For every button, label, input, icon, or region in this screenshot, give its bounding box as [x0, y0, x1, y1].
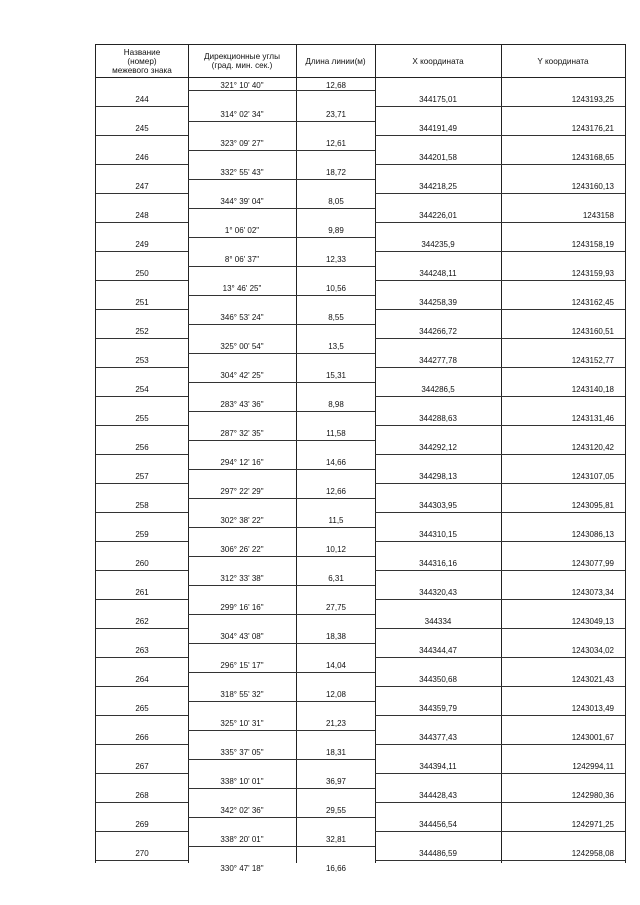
header-length-text: Длина линии(м)	[305, 56, 366, 66]
direction-angle-cell: 8° 06' 37"	[224, 255, 260, 264]
point-name-cell: 257	[135, 472, 149, 481]
line-length-cell: 11,58	[326, 429, 346, 438]
row-rule	[375, 280, 625, 281]
line-length-cell: 18,31	[325, 748, 347, 757]
row-rule	[296, 498, 375, 499]
row-rule	[375, 135, 625, 136]
row-rule	[96, 860, 188, 861]
point-name-cell: 259	[135, 530, 149, 539]
header-angle-line-2: (град. мин. сек.)	[211, 61, 273, 70]
row-rule	[96, 251, 188, 252]
point-name-cell: 244	[135, 95, 149, 104]
direction-angle-cell: 304° 43' 08"	[220, 632, 264, 641]
row-rule	[96, 831, 188, 832]
line-length-cell: 27,75	[325, 603, 347, 612]
x-coordinate-cell: 344359,79	[419, 704, 457, 713]
x-coordinate-cell: 344226,01	[419, 211, 457, 220]
direction-angle-cell: 335° 37' 05"	[220, 748, 264, 757]
x-coordinate-cell: 344344,47	[419, 646, 457, 655]
direction-angle-cell: 13° 46' 25"	[222, 284, 262, 293]
line-length-cell: 36,97	[325, 777, 347, 786]
row-rule	[96, 135, 188, 136]
point-name-cell: 261	[135, 588, 149, 597]
row-rule	[375, 802, 625, 803]
x-coordinate-cell: 344316,16	[419, 559, 457, 568]
direction-angle-cell: 306° 26' 22"	[220, 545, 264, 554]
header-line-length	[296, 45, 375, 77]
row-rule	[296, 440, 375, 441]
point-name-cell: 270	[135, 849, 149, 858]
line-length-cell: 11,5	[328, 516, 344, 525]
line-length-cell: 14,66	[325, 458, 347, 467]
row-rule	[375, 483, 625, 484]
row-rule	[96, 280, 188, 281]
x-coordinate-cell: 344286,5	[421, 385, 455, 394]
row-rule	[375, 425, 625, 426]
x-coordinate-cell: 344320,43	[419, 588, 457, 597]
row-rule	[188, 440, 296, 441]
row-rule	[96, 570, 188, 571]
x-coordinate-cell: 344350,68	[419, 675, 457, 684]
row-rule	[296, 179, 375, 180]
row-rule	[188, 701, 296, 702]
line-length-cell: 10,12	[325, 545, 347, 554]
boundary-points-table	[95, 44, 626, 873]
row-rule	[188, 266, 296, 267]
point-name-cell: 245	[135, 124, 149, 133]
row-rule	[188, 324, 296, 325]
line-length-cell: 12,33	[325, 255, 347, 264]
direction-angle-cell: 314° 02' 34"	[220, 110, 264, 119]
y-coordinate-cell: 1243013,49	[571, 704, 614, 713]
x-coordinate-cell: 344191,49	[419, 124, 457, 133]
row-rule	[96, 541, 188, 542]
row-rule	[96, 367, 188, 368]
x-coordinate-cell: 344175,01	[419, 95, 457, 104]
line-length-cell: 32,81	[325, 835, 347, 844]
direction-angle-cell: 332° 55' 43"	[220, 168, 264, 177]
point-name-cell: 266	[135, 733, 149, 742]
row-rule	[96, 193, 188, 194]
x-coordinate-cell: 344377,43	[419, 733, 457, 742]
direction-angle-cell: 321° 10' 40"	[220, 81, 264, 90]
row-rule	[188, 353, 296, 354]
row-rule	[188, 179, 296, 180]
row-rule	[96, 425, 188, 426]
row-rule	[375, 541, 625, 542]
x-coordinate-cell: 344486,59	[419, 849, 457, 858]
row-rule	[375, 512, 625, 513]
point-name-cell: 256	[135, 443, 149, 452]
y-coordinate-cell: 1243162,45	[571, 298, 614, 307]
line-length-cell: 8,98	[328, 400, 344, 409]
direction-angle-cell: 325° 00' 54"	[220, 342, 264, 351]
row-rule	[296, 730, 375, 731]
row-rule	[188, 788, 296, 789]
x-coordinate-cell: 344303,95	[419, 501, 457, 510]
direction-angle-cell: 294° 12' 16"	[220, 458, 264, 467]
y-coordinate-cell: 1242958,08	[571, 849, 614, 858]
row-rule	[375, 251, 625, 252]
direction-angle-cell: 318° 55' 32"	[220, 690, 264, 699]
x-coordinate-cell: 344258,39	[419, 298, 457, 307]
line-length-cell: 9,89	[328, 226, 344, 235]
direction-angle-cell: 323° 09' 27"	[220, 139, 264, 148]
point-name-cell: 248	[135, 211, 149, 220]
row-rule	[96, 802, 188, 803]
direction-angle-cell: 346° 53' 24"	[220, 313, 264, 322]
row-rule	[188, 150, 296, 151]
line-length-cell: 6,31	[328, 574, 344, 583]
row-rule	[96, 657, 188, 658]
y-coordinate-cell: 1243077,99	[571, 559, 614, 568]
row-rule	[96, 599, 188, 600]
line-length-cell: 21,23	[325, 719, 347, 728]
row-rule	[188, 643, 296, 644]
point-name-cell: 260	[135, 559, 149, 568]
row-rule	[188, 672, 296, 673]
line-length-cell: 18,38	[325, 632, 347, 641]
x-coordinate-cell: 344201,58	[419, 153, 457, 162]
row-rule	[96, 512, 188, 513]
row-rule	[188, 411, 296, 412]
row-rule	[375, 657, 625, 658]
row-rule	[96, 454, 188, 455]
point-name-cell: 268	[135, 791, 149, 800]
y-coordinate-cell: 1243160,51	[571, 327, 614, 336]
y-coordinate-cell: 1243160,13	[571, 182, 614, 191]
row-rule	[96, 686, 188, 687]
row-rule	[188, 295, 296, 296]
row-rule	[375, 570, 625, 571]
row-rule	[188, 614, 296, 615]
y-coordinate-cell: 1243152,77	[571, 356, 614, 365]
header-y-text: Y координата	[537, 56, 589, 66]
row-rule	[96, 773, 188, 774]
row-rule	[296, 585, 375, 586]
direction-angle-cell: 302° 38' 22"	[220, 516, 264, 525]
table-header	[96, 44, 625, 78]
point-name-cell: 247	[135, 182, 149, 191]
line-length-cell: 14,04	[325, 661, 347, 670]
row-rule	[375, 309, 625, 310]
x-coordinate-cell: 344277,78	[419, 356, 457, 365]
row-rule	[188, 90, 296, 91]
direction-angle-cell: 297° 22' 29"	[220, 487, 264, 496]
y-coordinate-cell: 1243021,43	[571, 675, 614, 684]
row-rule	[375, 860, 625, 861]
row-rule	[296, 672, 375, 673]
direction-angle-cell: 1° 06' 02"	[224, 226, 260, 235]
row-rule	[296, 527, 375, 528]
row-rule	[375, 715, 625, 716]
row-rule	[296, 614, 375, 615]
y-coordinate-cell: 1243095,81	[571, 501, 614, 510]
row-rule	[296, 788, 375, 789]
row-rule	[96, 483, 188, 484]
row-rule	[296, 643, 375, 644]
y-coordinate-cell: 1243158,19	[571, 240, 614, 249]
header-name-line-1: Название	[123, 47, 161, 57]
row-rule	[188, 846, 296, 847]
header-x-coordinate	[375, 45, 501, 77]
header-y-coordinate	[501, 45, 625, 77]
direction-angle-cell: 325° 10' 31"	[220, 719, 264, 728]
direction-angle-cell: 312° 33' 38"	[220, 574, 264, 583]
row-rule	[96, 222, 188, 223]
row-rule	[296, 237, 375, 238]
row-rule	[188, 730, 296, 731]
direction-angle-cell: 304° 42' 25"	[220, 371, 264, 380]
x-coordinate-cell: 344292,12	[419, 443, 457, 452]
point-name-cell: 258	[135, 501, 149, 510]
row-rule	[188, 208, 296, 209]
direction-angle-cell: 338° 10' 01"	[220, 777, 264, 786]
header-divider	[375, 45, 376, 77]
line-length-cell: 8,05	[328, 197, 344, 206]
line-length-cell: 15,31	[325, 371, 347, 380]
point-name-cell: 265	[135, 704, 149, 713]
line-length-cell: 12,61	[325, 139, 347, 148]
y-coordinate-cell: 1243107,05	[571, 472, 614, 481]
y-coordinate-cell: 1243086,13	[571, 530, 614, 539]
row-rule	[188, 585, 296, 586]
direction-angle-cell: 342° 02' 36"	[220, 806, 264, 815]
row-rule	[296, 846, 375, 847]
line-length-cell: 12,08	[325, 690, 347, 699]
row-rule	[375, 831, 625, 832]
line-length-cell: 10,56	[325, 284, 347, 293]
x-coordinate-cell: 344298,13	[419, 472, 457, 481]
row-rule	[296, 411, 375, 412]
row-rule	[296, 90, 375, 91]
line-length-cell: 12,68	[325, 81, 347, 90]
y-coordinate-cell: 1243034,02	[571, 646, 614, 655]
row-rule	[188, 121, 296, 122]
row-rule	[296, 817, 375, 818]
row-rule	[375, 628, 625, 629]
x-coordinate-cell: 344428,43	[419, 791, 457, 800]
x-coordinate-cell: 344334	[424, 617, 452, 626]
y-coordinate-cell: 1243131,46	[571, 414, 614, 423]
row-rule	[296, 556, 375, 557]
line-length-cell: 16,66	[325, 864, 347, 873]
row-rule	[296, 121, 375, 122]
point-name-cell: 254	[135, 385, 149, 394]
line-length-cell: 8,55	[328, 313, 344, 322]
row-rule	[375, 773, 625, 774]
header-name-line-2: (номер)	[127, 56, 157, 66]
y-coordinate-cell: 1243159,93	[571, 269, 614, 278]
x-coordinate-cell: 344456,54	[419, 820, 457, 829]
header-point-name	[96, 45, 188, 77]
row-rule	[96, 309, 188, 310]
row-rule	[296, 701, 375, 702]
direction-angle-cell: 338° 20' 01"	[220, 835, 264, 844]
x-coordinate-cell: 344288,63	[419, 414, 457, 423]
line-length-cell: 13,5	[328, 342, 344, 351]
x-coordinate-cell: 344235,9	[421, 240, 455, 249]
line-length-cell: 23,71	[325, 110, 347, 119]
y-coordinate-cell: 1243049,13	[571, 617, 614, 626]
y-coordinate-cell: 1243120,42	[571, 443, 614, 452]
row-rule	[96, 628, 188, 629]
row-rule	[96, 106, 188, 107]
line-length-cell: 29,55	[325, 806, 347, 815]
y-coordinate-cell: 1243193,25	[571, 95, 614, 104]
header-divider	[296, 45, 297, 77]
row-rule	[375, 222, 625, 223]
point-name-cell: 262	[135, 617, 149, 626]
row-rule	[188, 817, 296, 818]
row-rule	[188, 469, 296, 470]
row-rule	[375, 744, 625, 745]
direction-angle-cell: 330° 47' 18"	[220, 864, 264, 873]
row-rule	[188, 382, 296, 383]
row-rule	[375, 367, 625, 368]
row-rule	[296, 382, 375, 383]
x-coordinate-cell: 344218,25	[419, 182, 457, 191]
y-coordinate-cell: 1243176,21	[571, 124, 614, 133]
point-name-cell: 249	[135, 240, 149, 249]
row-rule	[96, 338, 188, 339]
row-rule	[188, 527, 296, 528]
x-coordinate-cell: 344266,72	[419, 327, 457, 336]
direction-angle-cell: 283° 43' 36"	[220, 400, 264, 409]
x-coordinate-cell: 344248,11	[419, 269, 457, 278]
header-name-line-3: межевого знака	[112, 65, 172, 75]
row-rule	[96, 744, 188, 745]
point-name-cell: 251	[135, 298, 149, 307]
row-rule	[188, 237, 296, 238]
point-name-cell: 267	[135, 762, 149, 771]
y-coordinate-cell: 1243140,18	[571, 385, 614, 394]
point-name-cell: 252	[135, 327, 149, 336]
x-coordinate-cell: 344310,15	[419, 530, 457, 539]
row-rule	[188, 556, 296, 557]
y-coordinate-cell: 1243158	[582, 211, 614, 220]
x-coordinate-cell: 344394,11	[419, 762, 457, 771]
header-x-text: X координата	[412, 56, 464, 66]
row-rule	[296, 759, 375, 760]
line-length-cell: 18,72	[325, 168, 347, 177]
row-rule	[96, 715, 188, 716]
row-rule	[296, 324, 375, 325]
point-name-cell: 250	[135, 269, 149, 278]
y-coordinate-cell: 1243001,67	[571, 733, 614, 742]
row-rule	[375, 106, 625, 107]
y-coordinate-cell: 1242980,36	[571, 791, 614, 800]
point-name-cell: 269	[135, 820, 149, 829]
point-name-cell: 253	[135, 356, 149, 365]
direction-angle-cell: 344° 39' 04"	[220, 197, 264, 206]
row-rule	[96, 396, 188, 397]
row-rule	[375, 686, 625, 687]
row-rule	[375, 454, 625, 455]
y-coordinate-cell: 1243168,65	[571, 153, 614, 162]
row-rule	[296, 208, 375, 209]
point-name-cell: 246	[135, 153, 149, 162]
point-name-cell: 263	[135, 646, 149, 655]
row-rule	[296, 295, 375, 296]
direction-angle-cell: 299° 16' 16"	[220, 603, 264, 612]
row-rule	[296, 469, 375, 470]
row-rule	[375, 396, 625, 397]
direction-angle-cell: 296° 15' 17"	[220, 661, 264, 670]
row-rule	[375, 599, 625, 600]
y-coordinate-cell: 1242994,11	[572, 762, 614, 771]
row-rule	[188, 498, 296, 499]
row-rule	[375, 164, 625, 165]
header-divider	[501, 45, 502, 77]
y-coordinate-cell: 1242971,25	[571, 820, 614, 829]
row-rule	[296, 353, 375, 354]
point-name-cell: 264	[135, 675, 149, 684]
header-direction-angle	[188, 45, 296, 77]
row-rule	[375, 338, 625, 339]
point-name-cell: 255	[135, 414, 149, 423]
row-rule	[296, 150, 375, 151]
row-rule	[188, 759, 296, 760]
row-rule	[375, 193, 625, 194]
y-coordinate-cell: 1243073,34	[571, 588, 614, 597]
header-divider	[188, 45, 189, 77]
row-rule	[296, 266, 375, 267]
row-rule	[96, 164, 188, 165]
header-angle-line-1: Дирекционные углы	[204, 52, 280, 61]
direction-angle-cell: 287° 32' 35"	[220, 429, 264, 438]
line-length-cell: 12,66	[325, 487, 347, 496]
